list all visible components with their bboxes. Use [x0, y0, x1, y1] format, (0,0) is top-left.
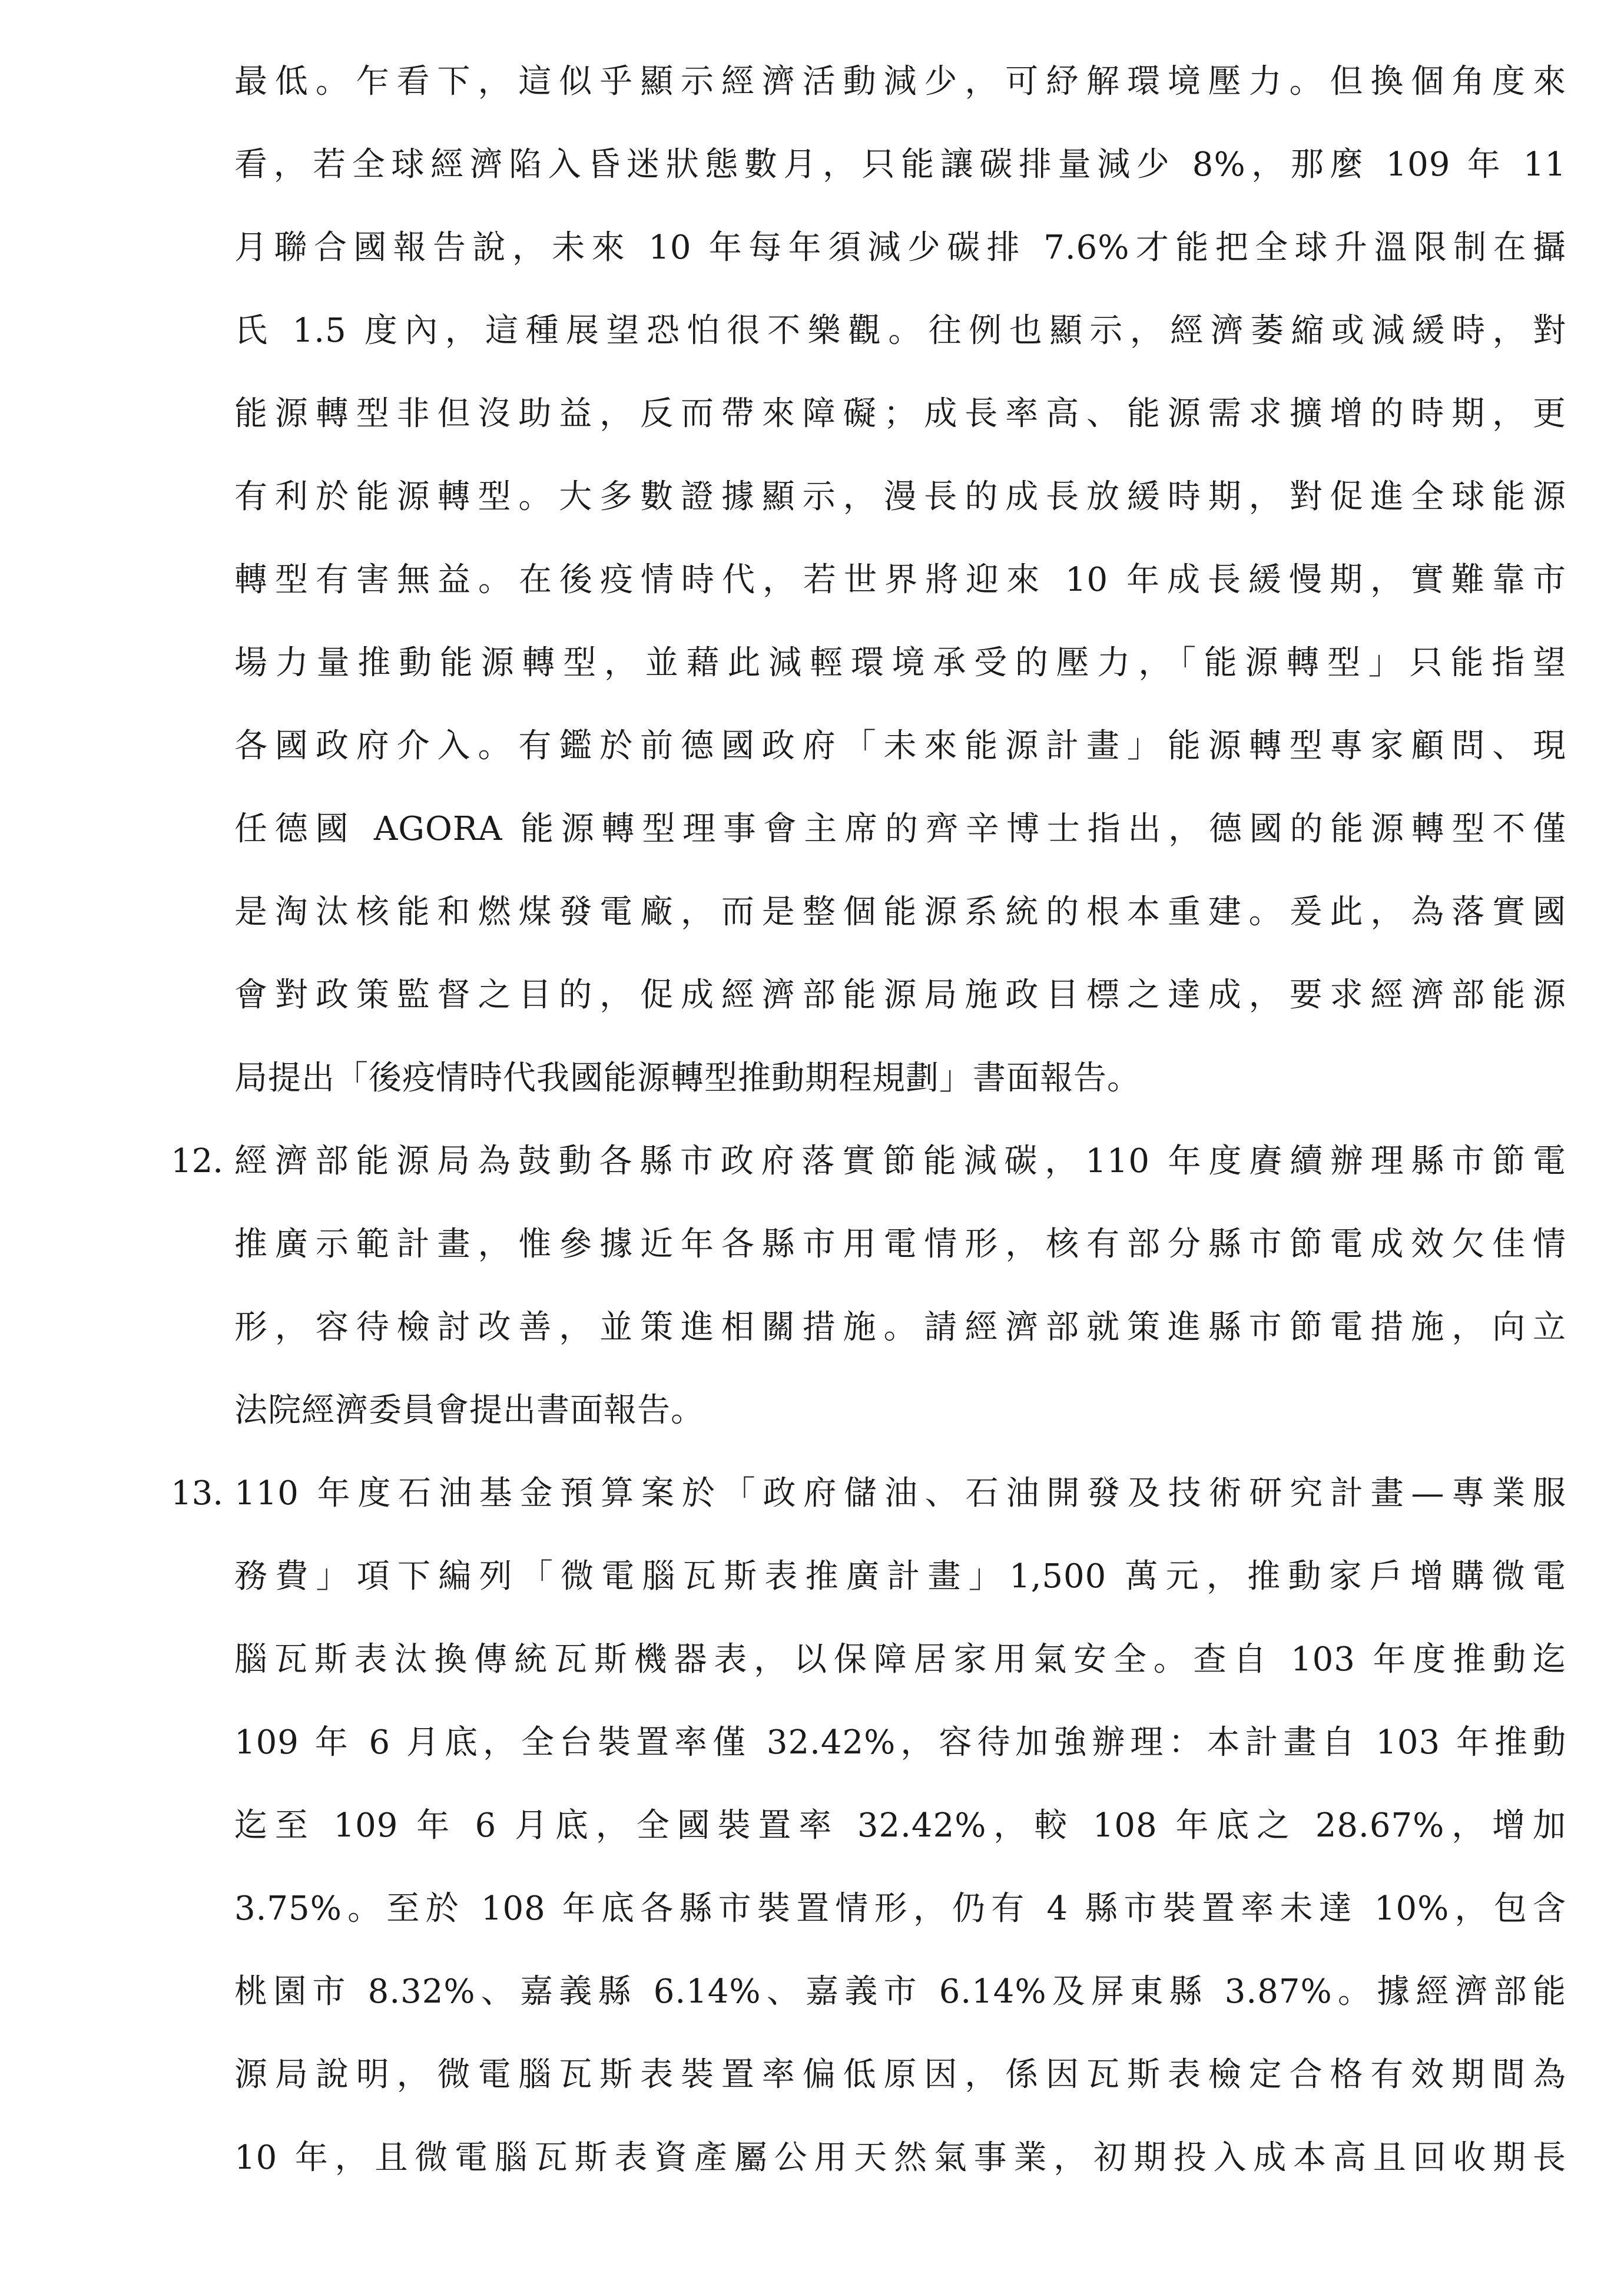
paragraph-number: 13.	[171, 1474, 224, 1513]
text-line: 腦瓦斯表汰換傳統瓦斯機器表，以保障居家用氣安全。查自 103 年度推動迄	[234, 1640, 1566, 1679]
text-line: 氏 1.5 度內，這種展望恐怕很不樂觀。往例也顯示，經濟萎縮或減緩時，對	[234, 312, 1566, 350]
text-line: 經濟部能源局為鼓動各縣市政府落實節能減碳，110 年度賡續辦理縣市節電	[234, 1142, 1566, 1180]
text-line: 任德國 AGORA 能源轉型理事會主席的齊辛博士指出，德國的能源轉型不僅	[234, 810, 1566, 848]
text-line: 務費」項下編列「微電腦瓦斯表推廣計畫」1,500 萬元，推動家戶增購微電	[234, 1557, 1566, 1596]
text-line: 看，若全球經濟陷入昏迷狀態數月，只能讓碳排量減少 8%，那麼 109 年 11	[234, 145, 1566, 184]
text-line: 各國政府介入。有鑑於前德國政府「未來能源計畫」能源轉型專家顧問、現	[234, 727, 1566, 765]
text-line: 110 年度石油基金預算案於「政府儲油、石油開發及技術研究計畫—專業服	[234, 1474, 1566, 1513]
text-line: 是淘汰核能和燃煤發電廠，而是整個能源系統的根本重建。爰此，為落實國	[234, 893, 1566, 931]
paragraph-number: 12.	[171, 1142, 224, 1180]
text-line: 10 年，且微電腦瓦斯表資產屬公用天然氣事業，初期投入成本高且回收期長	[234, 2139, 1566, 2177]
text-line: 109 年 6 月底，全台裝置率僅 32.42%，容待加強辦理：本計畫自 103 年推動	[234, 1723, 1566, 1762]
text-line: 形，容待檢討改善，並策進相關措施。請經濟部就策進縣市節電措施，向立	[234, 1308, 1566, 1346]
text-line: 桃園市 8.32%、嘉義縣 6.14%、嘉義市 6.14%及屏東縣 3.87%。據經濟部能	[234, 1973, 1566, 2011]
text-line: 3.75%。至於 108 年底各縣市裝置情形，仍有 4 縣市裝置率未達 10%，包含	[234, 1889, 1566, 1928]
text-line: 會對政策監督之目的，促成經濟部能源局施政目標之達成，要求經濟部能源	[234, 976, 1566, 1014]
text-line: 推廣示範計畫，惟參據近年各縣市用電情形，核有部分縣市節電成效欠佳情	[234, 1225, 1566, 1263]
text-line: 最低。乍看下，這似乎顯示經濟活動減少，可紓解環境壓力。但換個角度來	[234, 62, 1566, 101]
text-line: 有利於能源轉型。大多數證據顯示，漫長的成長放緩時期，對促進全球能源	[234, 478, 1566, 516]
text-line: 迄至 109 年 6 月底，全國裝置率 32.42%，較 108 年底之 28.67%，增加	[234, 1806, 1566, 1845]
text-line: 月聯合國報告說，未來 10 年每年須減少碳排 7.6%才能把全球升溫限制在攝	[234, 229, 1566, 267]
text-line: 局提出「後疫情時代我國能源轉型推動期程規劃」書面報告。	[234, 1059, 1141, 1097]
text-line: 源局說明，微電腦瓦斯表裝置率偏低原因，係因瓦斯表檢定合格有效期間為	[234, 2056, 1566, 2094]
text-line: 法院經濟委員會提出書面報告。	[234, 1391, 704, 1429]
text-line: 能源轉型非但沒助益，反而帶來障礙；成長率高、能源需求擴增的時期，更	[234, 395, 1566, 433]
text-line: 場力量推動能源轉型，並藉此減輕環境承受的壓力，「能源轉型」只能指望	[234, 644, 1566, 682]
text-line: 轉型有害無益。在後疫情時代，若世界將迎來 10 年成長緩慢期，實難靠市	[234, 561, 1566, 599]
